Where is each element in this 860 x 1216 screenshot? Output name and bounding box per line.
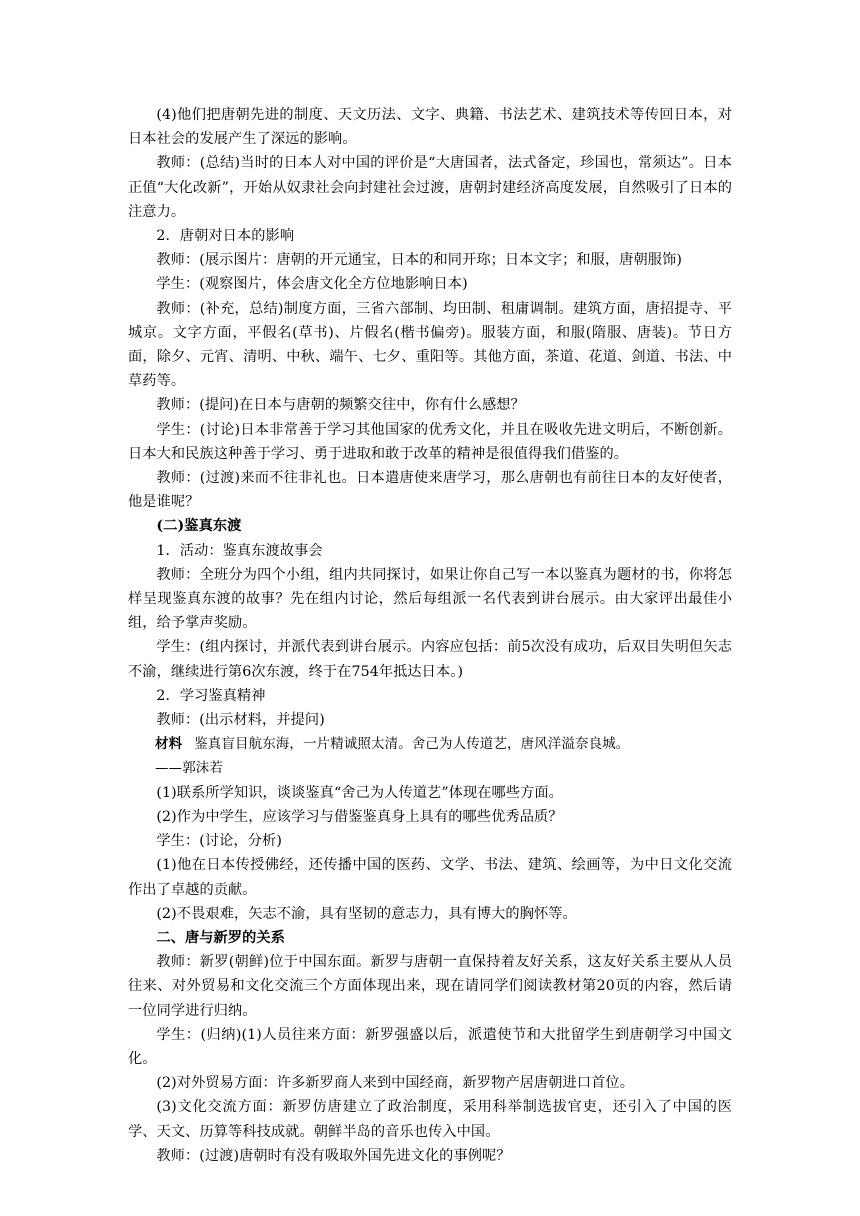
paragraph-student-summary-2: (2)对外贸易方面：许多新罗商人来到中国经商，新罗物产居唐朝进口首位。: [156, 1075, 634, 1092]
section-heading-tang-influence-japan: 2．唐朝对日本的影响: [156, 228, 295, 245]
material-label: 材料: [155, 736, 183, 753]
paragraph-japan-impact-4: (4)他们把唐朝先进的制度、天文历法、文字、典籍、书法艺术、建筑技术等传回日本，对日本社会的发展产生了深远的影响。: [128, 107, 732, 148]
paragraph-teacher-material: 教师：(出示材料，并提问): [156, 712, 325, 729]
section-heading-silla: 二、唐与新罗的关系: [156, 929, 285, 946]
paragraph-student-summary-1: 学生：(归纳)(1)人员往来方面：新罗强盛以后，派遣使节和大批留学生到唐朝学习中国文化。: [128, 1026, 732, 1067]
section-heading-jianzhen: (二)鉴真东渡: [156, 518, 242, 535]
material-quote-text: 鉴真盲目航东海，一片精诚照太清。舍己为人传道艺，唐风洋溢奈良城。: [194, 736, 630, 753]
paragraph-teacher-question: 教师：(提问)在日本与唐朝的频繁交往中，你有什么感想？: [156, 397, 525, 414]
answer-1: (1)他在日本传授佛经，还传播中国的医药、文学、书法、建筑、绘画等，为中日文化交流作出了卓越的贡献。: [128, 857, 732, 898]
paragraph-teacher-silla: 教师：新罗(朝鲜)位于中国东面。新罗与唐朝一直保持着友好关系，这友好关系主要从人员往来、对外贸易和文化交流三个方面体现出来，现在请同学们阅读教材第20页的内容，然后请一位同学进行归纳。: [128, 954, 732, 1019]
paragraph-teacher-final-transition: 教师：(过渡)唐朝时有没有吸取外国先进文化的事例呢？: [156, 1147, 511, 1164]
paragraph-student-summary-3: (3)文化交流方面：新罗仿唐建立了政治制度，采用科举制选拔官吏，还引入了中国的医学、天文、历算等科技成就。朝鲜半岛的音乐也传入中国。: [128, 1099, 732, 1140]
question-2: (2)作为中学生，应该学习与借鉴鉴真身上具有的哪些优秀品质？: [156, 808, 563, 825]
paragraph-student-analyze: 学生：(讨论，分析): [156, 833, 282, 850]
document-page: [128, 103, 732, 1168]
paragraph-teacher-groups: 教师：全班分为四个小组，组内共同探讨，如果让你自己写一本以鉴真为题材的书，你将怎样呈现鉴真东渡的故事？先在组内讨论，然后每组派一名代表到讲台展示。由大家评出最佳小组，给予掌声奖励。: [128, 566, 732, 632]
material-source: ——郭沫若: [155, 760, 223, 777]
paragraph-student-present: 学生：(组内探讨，并派代表到讲台展示。内容应包括：前5次没有成功，后双目失明但矢志不渝，继续进行第6次东渡，终于在754年抵达日本。): [128, 639, 732, 680]
paragraph-student-observe: 学生：(观察图片，体会唐文化全方位地影响日本): [156, 276, 468, 293]
paragraph-teacher-show-images: 教师：(展示图片：唐朝的开元通宝，日本的和同开珎；日本文字；和服，唐朝服饰): [156, 252, 683, 269]
paragraph-teacher-supplement: 教师：(补充，总结)制度方面，三省六部制、均田制、租庸调制。建筑方面，唐招提寺、平城京。文字方面，平假名(草书)、片假名(楷书偏旁)。服装方面，和服(隋服、唐装)。节日方面，除夕、元宵、清明、中秋、端午、七夕、重阳等。其他方面，茶道、花道、剑道、书法、中草药等。: [128, 300, 732, 390]
subheading-story-activity: 1．活动：鉴真东渡故事会: [156, 542, 323, 559]
paragraph-student-discussion: 学生：(讨论)日本非常善于学习其他国家的优秀文化，并且在吸收先进文明后，不断创新。日本大和民族这种善于学习、勇于进取和敢于改革的精神是很值得我们借鉴的。: [128, 421, 732, 462]
question-1: (1)联系所学知识，谈谈鉴真“舍己为人传道艺”体现在哪些方面。: [156, 784, 563, 801]
material-quote: [128, 732, 732, 756]
paragraph-teacher-summary: 教师：(总结)当时的日本人对中国的评价是“大唐国者，法式备定，珍国也，常须达”。日本正值“大化改新”，开始从奴隶社会向封建社会过渡，唐朝封建经济高度发展，自然吸引了日本的注意力。: [128, 155, 732, 220]
paragraph-teacher-transition: 教师：(过渡)来而不往非礼也。日本遣唐使来唐学习，那么唐朝也有前往日本的友好使者，他是谁呢？: [128, 470, 732, 511]
subheading-learn-spirit: 2．学习鉴真精神: [156, 687, 266, 704]
answer-2: (2)不畏艰难，矢志不渝，具有坚韧的意志力，具有博大的胸怀等。: [156, 905, 577, 922]
